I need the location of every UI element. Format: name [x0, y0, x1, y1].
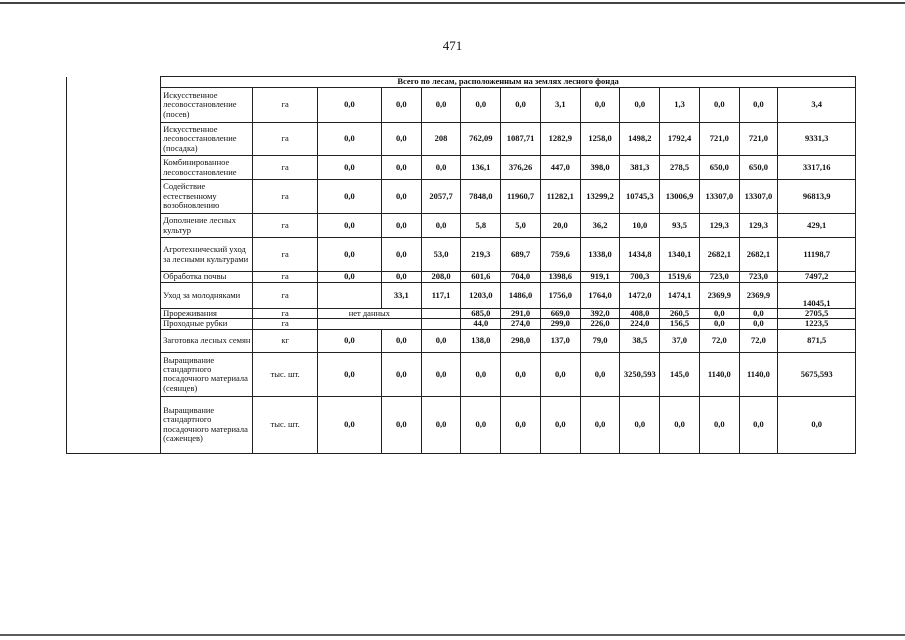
row-name: Выращивание стандартного посадочного материала (саженцев): [161, 396, 253, 453]
cell-value: 0,0: [318, 272, 382, 283]
row-unit: тыс. шт.: [253, 352, 318, 396]
cell-value: 33,1: [381, 283, 421, 309]
cell-total: 3,4: [778, 88, 856, 123]
cell-value: 219,3: [461, 238, 501, 272]
row-unit: га: [253, 156, 318, 180]
cell-value: [318, 283, 382, 309]
row-unit: га: [253, 123, 318, 156]
cell-value: 381,3: [620, 156, 660, 180]
cell-value: 689,7: [501, 238, 541, 272]
cell-value: 2682,1: [699, 238, 739, 272]
cell-value: 0,0: [381, 352, 421, 396]
row-name: Прореживания: [161, 309, 253, 319]
cell-value: 762,09: [461, 123, 501, 156]
cell-value: 376,26: [501, 156, 541, 180]
cell-total: 1223,5: [778, 319, 856, 329]
cell-value: 0,0: [501, 352, 541, 396]
cell-total: 14045,1: [778, 283, 856, 309]
cell-value: 0,0: [421, 214, 461, 238]
cell-value: 224,0: [620, 319, 660, 329]
cell-value: 408,0: [620, 309, 660, 319]
cell-value: 0,0: [381, 123, 421, 156]
cell-value: 0,0: [421, 156, 461, 180]
table-row: [67, 352, 856, 396]
cell-value: 0,0: [580, 396, 620, 453]
cell-value: 1282,9: [540, 123, 580, 156]
table-row: [67, 180, 856, 214]
cell-value: 0,0: [421, 352, 461, 396]
cell-value: 704,0: [501, 272, 541, 283]
cell-value: 2057,7: [421, 180, 461, 214]
cell-value: 0,0: [381, 396, 421, 453]
row-unit: тыс. шт.: [253, 396, 318, 453]
cell-total: 96813,9: [778, 180, 856, 214]
cell-value: 0,0: [318, 238, 382, 272]
cell-value: 1486,0: [501, 283, 541, 309]
cell-value: 13006,9: [660, 180, 700, 214]
cell-value: 392,0: [580, 309, 620, 319]
row-unit: кг: [253, 329, 318, 352]
cell-value: 0,0: [580, 352, 620, 396]
cell-value: 137,0: [540, 329, 580, 352]
cell-value: 145,0: [660, 352, 700, 396]
cell-value: 0,0: [381, 88, 421, 123]
forest-activities-table: [66, 76, 856, 454]
table-row: [67, 396, 856, 453]
cell-value: 274,0: [501, 319, 541, 329]
cell-value: 1792,4: [660, 123, 700, 156]
cell-value: 721,0: [699, 123, 739, 156]
table-row: [67, 238, 856, 272]
cell-value: 226,0: [580, 319, 620, 329]
cell-total: 3317,16: [778, 156, 856, 180]
cell-value: 0,0: [318, 396, 382, 453]
cell-value: 5,8: [461, 214, 501, 238]
cell-value: 650,0: [739, 156, 778, 180]
table-row: [67, 123, 856, 156]
cell-value: 0,0: [381, 238, 421, 272]
cell-total: 11198,7: [778, 238, 856, 272]
cell-value: 129,3: [739, 214, 778, 238]
cell-value: 278,5: [660, 156, 700, 180]
cell-total: 871,5: [778, 329, 856, 352]
table-row: [67, 319, 856, 329]
cell-value: 0,0: [318, 156, 382, 180]
row-name: Агротехнический уход за лесными культурами: [161, 238, 253, 272]
cell-value: 0,0: [620, 396, 660, 453]
cell-value: 0,0: [620, 88, 660, 123]
cell-total: 0,0: [778, 396, 856, 453]
cell-value: 601,6: [461, 272, 501, 283]
cell-value: 723,0: [739, 272, 778, 283]
cell-value: 0,0: [318, 180, 382, 214]
cell-value: 117,1: [421, 283, 461, 309]
table-row: [67, 214, 856, 238]
cell-value: 37,0: [660, 329, 700, 352]
cell-value: 53,0: [421, 238, 461, 272]
row-unit: га: [253, 238, 318, 272]
cell-value: 1474,1: [660, 283, 700, 309]
cell-value: 0,0: [540, 352, 580, 396]
cell-value: 38,5: [620, 329, 660, 352]
cell-value: 669,0: [540, 309, 580, 319]
cell-value: 650,0: [699, 156, 739, 180]
no-data-note: нет данных: [318, 309, 422, 319]
cell-value: 1756,0: [540, 283, 580, 309]
cell-value: 10,0: [620, 214, 660, 238]
row-name: Проходные рубки: [161, 319, 253, 329]
row-unit: га: [253, 283, 318, 309]
cell-value: 36,2: [580, 214, 620, 238]
cell-value: 0,0: [699, 309, 739, 319]
cell-value: 5,0: [501, 214, 541, 238]
cell-value: 79,0: [580, 329, 620, 352]
cell-value: 0,0: [739, 396, 778, 453]
cell-value: 0,0: [660, 396, 700, 453]
cell-value: 1087,71: [501, 123, 541, 156]
cell-total: 5675,593: [778, 352, 856, 396]
cell-value: 0,0: [461, 396, 501, 453]
cell-value: 2369,9: [739, 283, 778, 309]
cell-value: 0,0: [381, 156, 421, 180]
cell-value: 72,0: [739, 329, 778, 352]
cell-total: 7497,2: [778, 272, 856, 283]
row-name: Содействие естественному возобновлению: [161, 180, 253, 214]
cell-value: 1203,0: [461, 283, 501, 309]
cell-value: 0,0: [421, 396, 461, 453]
cell-value: 700,3: [620, 272, 660, 283]
cell-value: 291,0: [501, 309, 541, 319]
cell-value: 1338,0: [580, 238, 620, 272]
cell-value: 1472,0: [620, 283, 660, 309]
table-row: [67, 283, 856, 309]
cell-value: 0,0: [501, 396, 541, 453]
cell-value: 0,0: [421, 88, 461, 123]
row-name: Выращивание стандартного посадочного материала (сеянцев): [161, 352, 253, 396]
cell-value: 1140,0: [739, 352, 778, 396]
row-unit: га: [253, 214, 318, 238]
table-row: [67, 309, 856, 319]
cell-value: 0,0: [699, 319, 739, 329]
cell-value: 0,0: [318, 352, 382, 396]
cell-value: 0,0: [739, 309, 778, 319]
cell-value: 1140,0: [699, 352, 739, 396]
cell-value: 1340,1: [660, 238, 700, 272]
cell-value: 1434,8: [620, 238, 660, 272]
cell-value: 759,6: [540, 238, 580, 272]
cell-value: 11282,1: [540, 180, 580, 214]
row-name: Дополнение лесных культур: [161, 214, 253, 238]
cell-value: 13307,0: [739, 180, 778, 214]
cell-value: 138,0: [461, 329, 501, 352]
row-name: Заготовка лесных семян: [161, 329, 253, 352]
cell-value: 10745,3: [620, 180, 660, 214]
row-name: Обработка почвы: [161, 272, 253, 283]
table-row: [67, 329, 856, 352]
cell-value: 72,0: [699, 329, 739, 352]
cell-value: 93,5: [660, 214, 700, 238]
cell-value: 1,3: [660, 88, 700, 123]
cell-value: 0,0: [318, 88, 382, 123]
cell-value: 20,0: [540, 214, 580, 238]
row-name: Искусственное лесовосстановление (посадка): [161, 123, 253, 156]
cell-value: 2682,1: [739, 238, 778, 272]
cell-value: 723,0: [699, 272, 739, 283]
table-row: [67, 88, 856, 123]
cell-value: 0,0: [461, 352, 501, 396]
cell-value: 1519,6: [660, 272, 700, 283]
cell-value: 7848,0: [461, 180, 501, 214]
cell-total: 429,1: [778, 214, 856, 238]
cell-value: 0,0: [501, 88, 541, 123]
cell-total: 9331,3: [778, 123, 856, 156]
cell-value: 44,0: [461, 319, 501, 329]
cell-value: 129,3: [699, 214, 739, 238]
cell-value: 298,0: [501, 329, 541, 352]
cell-value: 0,0: [318, 329, 382, 352]
cell-value: 721,0: [739, 123, 778, 156]
cell-value: 0,0: [381, 180, 421, 214]
cell-value: 0,0: [381, 329, 421, 352]
spacer-cell: [67, 77, 161, 88]
cell-value: 1398,6: [540, 272, 580, 283]
scan-bottom-edge: [0, 634, 905, 636]
row-name: Уход за молодняками: [161, 283, 253, 309]
cell-value: 1258,0: [580, 123, 620, 156]
cell-value: 0,0: [540, 396, 580, 453]
scan-top-edge: [0, 2, 905, 4]
cell-value: 136,1: [461, 156, 501, 180]
cell-value: 0,0: [421, 329, 461, 352]
page-number: 471: [442, 38, 463, 53]
cell-value: 0,0: [699, 396, 739, 453]
cell-value: 13299,2: [580, 180, 620, 214]
cell-value: 208,0: [421, 272, 461, 283]
row-unit: га: [253, 319, 318, 329]
cell-value: 260,5: [660, 309, 700, 319]
row-name: Искусственное лесовосстановление (посев): [161, 88, 253, 123]
cell-value: 156,5: [660, 319, 700, 329]
cell-value: 0,0: [461, 88, 501, 123]
cell-value: 919,1: [580, 272, 620, 283]
cell-value: 0,0: [381, 214, 421, 238]
cell-value: 685,0: [461, 309, 501, 319]
cell-total: 2705,5: [778, 309, 856, 319]
cell-value: 2369,9: [699, 283, 739, 309]
row-unit: га: [253, 272, 318, 283]
cell-value: 13307,0: [699, 180, 739, 214]
cell-value: 0,0: [580, 88, 620, 123]
row-name: Комбинированное лесовосстановление: [161, 156, 253, 180]
cell-value: 1498,2: [620, 123, 660, 156]
row-unit: га: [253, 309, 318, 319]
cell-value: 11960,7: [501, 180, 541, 214]
cell-value: 0,0: [318, 214, 382, 238]
cell-value: 299,0: [540, 319, 580, 329]
table-row: [67, 272, 856, 283]
table-title: Всего по лесам, расположенным на землях лесного фонда: [161, 77, 856, 88]
cell-value: 0,0: [381, 272, 421, 283]
table-row: [67, 156, 856, 180]
cell-value: 3250,593: [620, 352, 660, 396]
cell-value: 0,0: [699, 88, 739, 123]
row-unit: га: [253, 180, 318, 214]
cell-value: 3,1: [540, 88, 580, 123]
row-unit: га: [253, 88, 318, 123]
cell-value: 208: [421, 123, 461, 156]
cell-value: 0,0: [739, 319, 778, 329]
cell-value: 1764,0: [580, 283, 620, 309]
cell-value: 398,0: [580, 156, 620, 180]
cell-value: 447,0: [540, 156, 580, 180]
cell-value: 0,0: [318, 123, 382, 156]
cell-value: 0,0: [739, 88, 778, 123]
